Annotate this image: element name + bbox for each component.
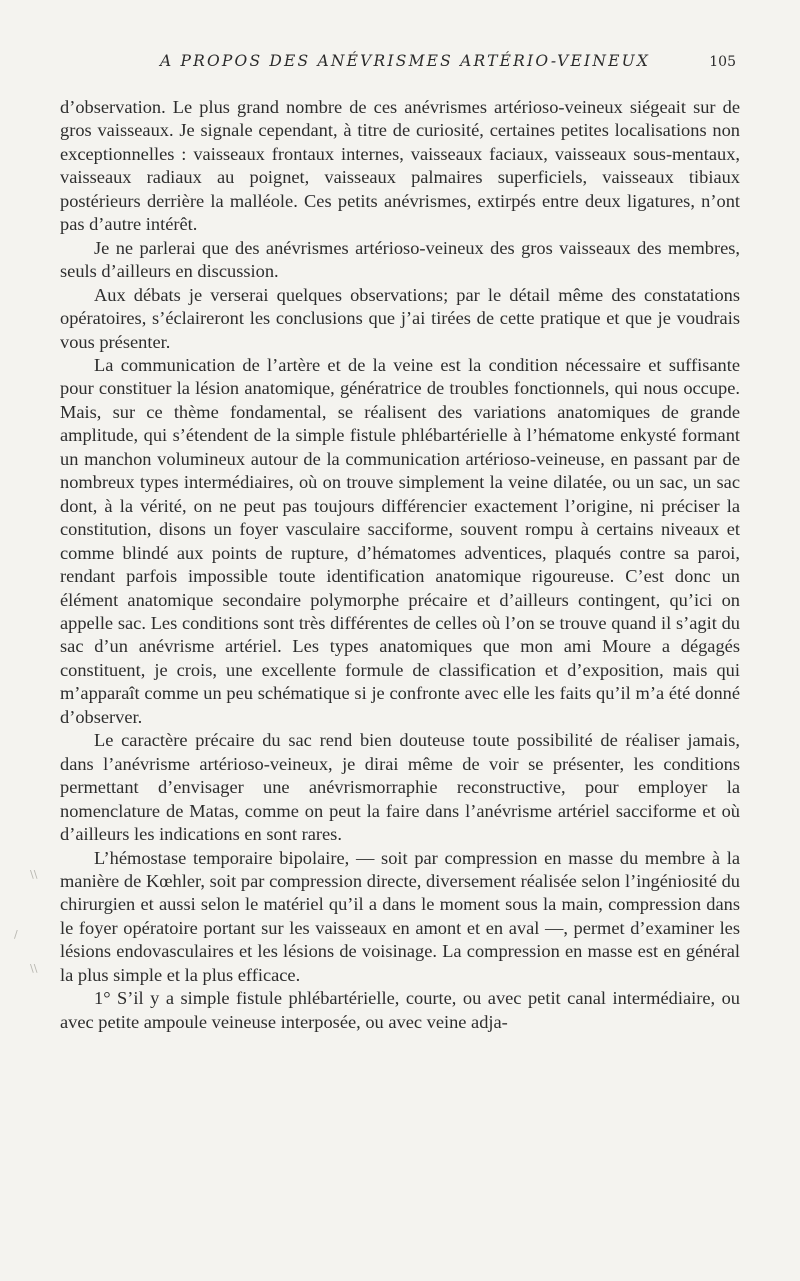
margin-mark: / [14,928,18,941]
margin-mark: \\ [30,962,38,975]
paragraph: La communication de l’artère et de la veine est la condition nécessaire et suffisante pour constituer la lésion anatomique, génératrice de troubles fonctionnels, qui nous occupe. Mais, sur ce thème fondamental, se réalisent des variations anatomiques de grande amplitude, qui s’étendent de la simple fistule phlébartérielle à l’hématome enkysté formant un manchon volumineux autour de la communication artérioso-veineuse, en passant par de nombreux types intermédiaires, où on trouve simplement la veine dilatée, ou un sac, un sac dont, à la vérité, on ne peut pas toujours différencier exactement l’origine, ni préciser la constitution, disons un foyer vasculaire sacciforme, souvent rompu à certains niveaux et comme blindé aux points de rupture, d’hématomes adventices, plaqués contre sa paroi, rendant parfois impossible toute identification anatomique rigoureuse. C’est donc un élément anatomique secondaire polymorphe précaire et d’ailleurs contingent, qu’ici on appelle sac. Les conditions sont très différentes de celles où l’on se trouve quand il s’agit du sac d’un anévrisme artériel. Les types anatomiques que mon ami Moure a dégagés constituent, je crois, une excellente formule de classification et d’exposition, mais qui m’apparaît comme un peu schématique si je confronte avec elle les faits qu’il m’a été donné d’observer. [60,354,740,727]
paragraph: L’hémostase temporaire bipolaire, — soit par compression en masse du membre à la manière de Kœhler, soit par compression directe, diversement réalisée selon l’ingéniosité du chirurgien et aussi selon le matériel qu’il a dans le moment sous la main, compression dans le foyer opératoire portant sur les vaisseaux en amont et en aval —, permet d’examiner les lésions endovasculaires et les lésions de voisinage. La compression en masse est en général la plus simple et la plus efficace. [60,847,740,985]
running-title: A PROPOS DES ANÉVRISMES ARTÉRIO-VEINEUX [160,52,651,70]
paragraph: d’observation. Le plus grand nombre de ces anévrismes artérioso-veineux siégeait sur de gros vaisseaux. Je signale cependant, à titre de curiosité, certaines petites localisations non exceptionnelles : vaisseaux frontaux internes, vaisseaux faciaux, vaisseaux sous-mentaux, vaisseaux radiaux au poignet, vaisseaux palmaires superficiels, vaisseaux tibiaux postérieurs derrière la malléole. Ces petits anévrismes, extirpés entre deux ligatures, n’ont pas d’autre intérêt. [60,97,740,235]
body-text [60,96,740,1034]
running-header [60,52,736,76]
paragraph: Aux débats je verserai quelques observations; par le détail même des constatations opératoires, s’éclaireront les conclusions que j’ai tirées de cette pratique et que je voudrais vous présenter. [60,284,740,352]
page-number: 105 [709,54,736,70]
paragraph: 1° S’il y a simple fistule phlébartérielle, courte, ou avec petit canal intermédiaire, ou avec petite ampoule veineuse interposée, ou avec veine adja- [60,988,740,1032]
margin-mark: \\ [30,868,38,881]
paragraph: Le caractère précaire du sac rend bien douteuse toute possibilité de réaliser jamais, dans l’anévrisme artérioso-veineux, je dirai même de voir se présenter, les conditions permettant d’envisager une anévrismorraphie reconstructive, pour employer la nomenclature de Matas, comme on peut la faire dans l’anévrisme artériel sacciforme et où d’ailleurs les indications en sont rares. [60,730,740,845]
paragraph: Je ne parlerai que des anévrismes artérioso-veineux des gros vaisseaux des membres, seuls d’ailleurs en discussion. [60,237,740,282]
